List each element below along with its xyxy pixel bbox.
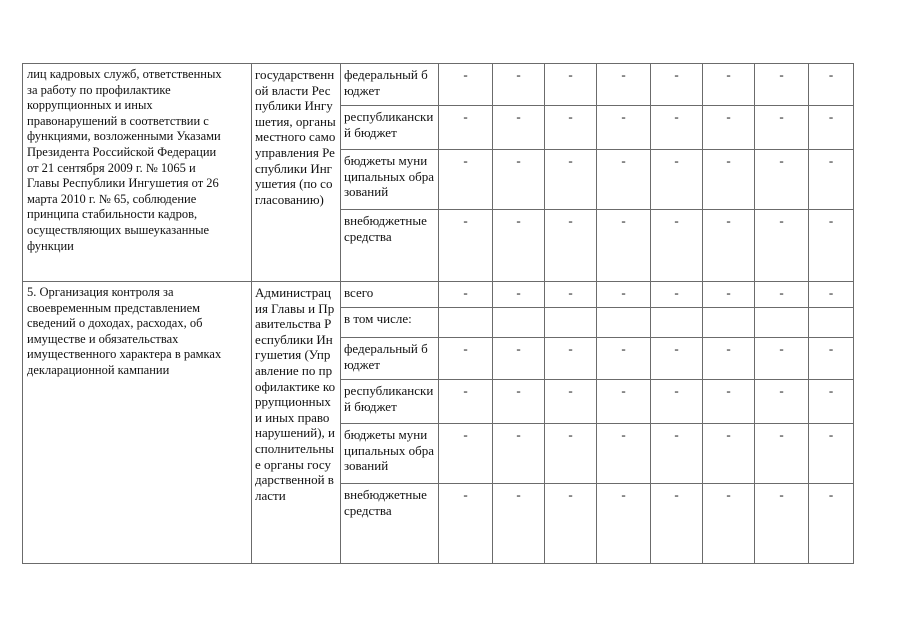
amount-cell: - <box>809 484 854 564</box>
amount-cell: - <box>439 282 493 308</box>
amount-cell <box>545 308 597 338</box>
amount-cell <box>597 308 651 338</box>
funding-source: бюджеты муниципальных образований <box>341 424 439 484</box>
amount-cell: - <box>703 282 755 308</box>
funding-source: федеральный бюджет <box>341 64 439 106</box>
amount-cell: - <box>597 380 651 424</box>
amount-cell: - <box>703 484 755 564</box>
amount-cell: - <box>755 64 809 106</box>
amount-cell <box>651 308 703 338</box>
amount-cell: - <box>651 380 703 424</box>
amount-cell: - <box>545 380 597 424</box>
table-row <box>23 64 854 106</box>
executor-cell: Администрация Главы и Правительства Республики Ингушетия (Управление по профилактике коррупционных и иных правонарушений), исполнительные органы государственной власти <box>252 282 341 564</box>
amount-cell: - <box>755 338 809 380</box>
amount-cell <box>493 308 545 338</box>
amount-cell: - <box>493 150 545 210</box>
amount-cell: - <box>545 106 597 150</box>
amount-cell: - <box>703 338 755 380</box>
amount-cell: - <box>493 424 545 484</box>
amount-cell <box>439 308 493 338</box>
amount-cell <box>755 308 809 338</box>
amount-cell: - <box>755 282 809 308</box>
amount-cell: - <box>545 338 597 380</box>
activity-description-text: 5. Организация контроля за своевременным представлением сведений о доходах, расходах, об имуществе и обязательствах имущественного характера в рамках декларационной кампании <box>27 285 222 377</box>
funding-source: бюджеты муниципальных образований <box>341 150 439 210</box>
amount-cell: - <box>755 210 809 282</box>
amount-cell: - <box>809 106 854 150</box>
amount-cell: - <box>597 150 651 210</box>
amount-cell: - <box>703 64 755 106</box>
amount-cell: - <box>493 106 545 150</box>
amount-cell: - <box>439 484 493 564</box>
amount-cell: - <box>809 424 854 484</box>
amount-cell: - <box>597 210 651 282</box>
amount-cell: - <box>809 150 854 210</box>
amount-cell: - <box>439 210 493 282</box>
funding-source: республиканский бюджет <box>341 380 439 424</box>
funding-source: внебюджетные средства <box>341 210 439 282</box>
amount-cell: - <box>755 380 809 424</box>
amount-cell: - <box>651 282 703 308</box>
amount-cell: - <box>651 484 703 564</box>
amount-cell: - <box>703 424 755 484</box>
amount-cell: - <box>439 150 493 210</box>
amount-cell: - <box>545 484 597 564</box>
amount-cell: - <box>809 210 854 282</box>
funding-source: в том числе: <box>341 308 439 338</box>
amount-cell: - <box>651 150 703 210</box>
amount-cell: - <box>439 64 493 106</box>
amount-cell: - <box>755 424 809 484</box>
program-table <box>22 63 854 564</box>
amount-cell: - <box>597 424 651 484</box>
amount-cell: - <box>755 150 809 210</box>
activity-description-text: лиц кадровых служб, ответственных за работу по профилактике коррупционных и иных правонарушений в соответствии с функциями, возложенными Указами Президента Российской Федерации от 21 сентября 2009 г. № 1065 и Главы Республики Ингушетия от 26 марта 2010 г. № 65, соблюдение принципа стабильности кадров, осуществляющих вышеуказанные функции <box>27 67 222 253</box>
amount-cell: - <box>809 380 854 424</box>
amount-cell: - <box>703 210 755 282</box>
funding-source: республиканский бюджет <box>341 106 439 150</box>
funding-source: федеральный бюджет <box>341 338 439 380</box>
amount-cell: - <box>597 282 651 308</box>
table-row <box>23 282 854 308</box>
amount-cell: - <box>809 338 854 380</box>
amount-cell: - <box>703 150 755 210</box>
amount-cell: - <box>651 338 703 380</box>
executor-cell: государственной власти Республики Ингушетия, органы местного самоуправления Республики Ингушетия (по согласованию) <box>252 64 341 282</box>
amount-cell: - <box>493 282 545 308</box>
funding-source: всего <box>341 282 439 308</box>
amount-cell: - <box>545 150 597 210</box>
amount-cell: - <box>439 380 493 424</box>
amount-cell: - <box>545 210 597 282</box>
amount-cell: - <box>755 106 809 150</box>
amount-cell: - <box>545 64 597 106</box>
funding-source: внебюджетные средства <box>341 484 439 564</box>
amount-cell: - <box>651 64 703 106</box>
amount-cell: - <box>597 106 651 150</box>
amount-cell: - <box>703 106 755 150</box>
amount-cell: - <box>493 338 545 380</box>
amount-cell: - <box>545 424 597 484</box>
amount-cell: - <box>651 106 703 150</box>
amount-cell: - <box>597 484 651 564</box>
amount-cell: - <box>439 338 493 380</box>
amount-cell: - <box>597 64 651 106</box>
amount-cell: - <box>439 106 493 150</box>
activity-description <box>23 64 252 282</box>
amount-cell: - <box>493 380 545 424</box>
amount-cell: - <box>597 338 651 380</box>
amount-cell <box>703 308 755 338</box>
amount-cell: - <box>809 64 854 106</box>
amount-cell: - <box>651 210 703 282</box>
amount-cell: - <box>493 484 545 564</box>
amount-cell: - <box>703 380 755 424</box>
amount-cell: - <box>493 210 545 282</box>
amount-cell: - <box>439 424 493 484</box>
amount-cell: - <box>545 282 597 308</box>
amount-cell <box>809 308 854 338</box>
amount-cell: - <box>755 484 809 564</box>
amount-cell: - <box>809 282 854 308</box>
amount-cell: - <box>651 424 703 484</box>
activity-description <box>23 282 252 564</box>
amount-cell: - <box>493 64 545 106</box>
